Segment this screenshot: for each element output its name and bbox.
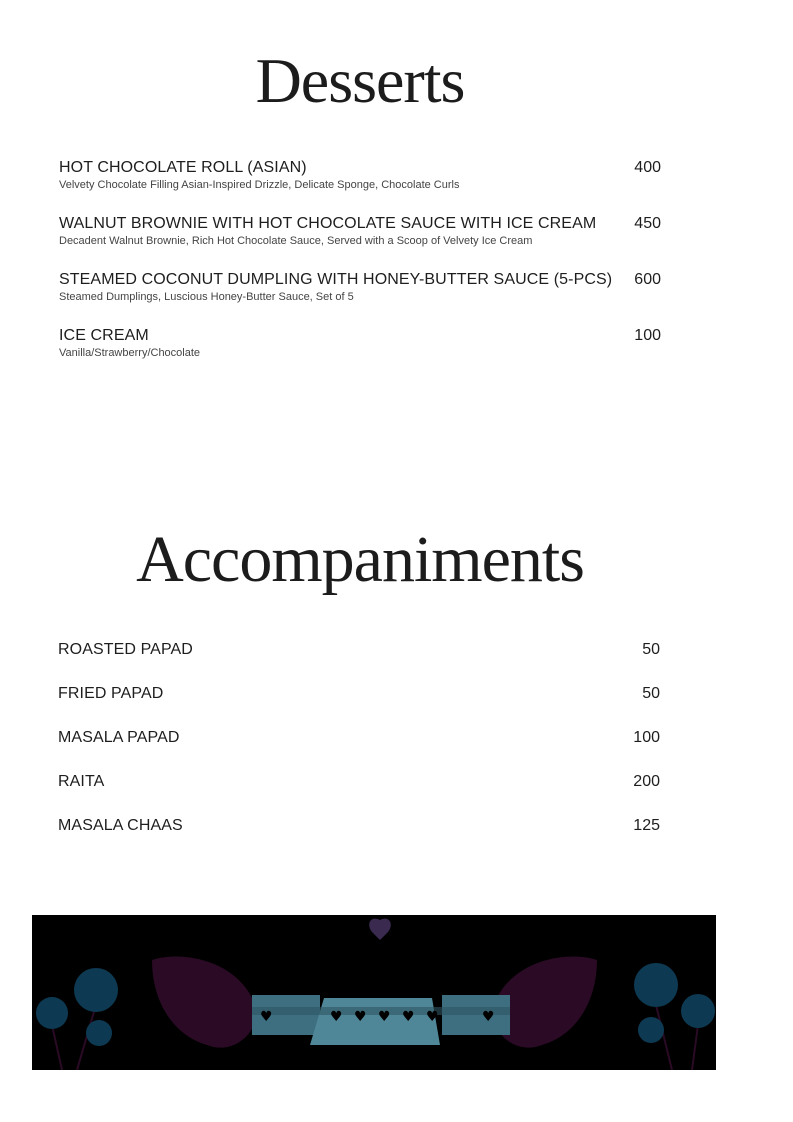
svg-text:♥: ♥: [482, 1009, 495, 1025]
item-price: 100: [634, 327, 661, 344]
menu-item: [59, 271, 669, 304]
menu-item: [58, 685, 668, 703]
svg-text:♥: ♥: [330, 1009, 343, 1025]
svg-text:♥: ♥: [260, 1009, 273, 1025]
svg-text:♥: ♥: [426, 1009, 439, 1025]
item-price: 50: [642, 685, 660, 702]
heart-leaf-icon: [369, 919, 391, 940]
item-name: HOT CHOCOLATE ROLL (ASIAN): [59, 159, 307, 176]
leaf-left-icon: [152, 957, 257, 1048]
item-description: Vanilla/Strawberry/Chocolate: [59, 347, 201, 359]
item-description: Steamed Dumplings, Luscious Honey-Butter Sauce, Set of 5: [59, 291, 354, 303]
item-name: RAITA: [58, 773, 105, 790]
item-description: Decadent Walnut Brownie, Rich Hot Chocolate Sauce, Served with a Scoop of Velvety Ice Cream: [59, 235, 533, 247]
svg-text:♥: ♥: [354, 1009, 367, 1025]
item-price: 50: [642, 641, 660, 658]
decorative-illustration: [32, 915, 716, 1070]
item-name: WALNUT BROWNIE WITH HOT CHOCOLATE SAUCE WITH ICE CREAM: [59, 215, 597, 232]
item-name: MASALA CHAAS: [58, 817, 183, 834]
desserts-title: Desserts: [255, 45, 465, 116]
item-price: 200: [633, 773, 660, 790]
menu-item: [59, 215, 669, 248]
menu-item: [59, 327, 669, 360]
svg-text:♥: ♥: [378, 1009, 391, 1025]
item-name: STEAMED COCONUT DUMPLING WITH HONEY-BUTTER SAUCE (5-PCS): [59, 271, 613, 288]
item-price: 600: [634, 271, 661, 288]
item-description: Velvety Chocolate Filling Asian-Inspired Drizzle, Delicate Sponge, Chocolate Curls: [59, 179, 460, 191]
item-name: ICE CREAM: [59, 327, 149, 344]
item-name: MASALA PAPAD: [58, 729, 180, 746]
item-price: 400: [634, 159, 661, 176]
item-name: FRIED PAPAD: [58, 685, 164, 702]
menu-item: [58, 641, 668, 659]
balloons-left-icon: [36, 968, 118, 1070]
item-name: ROASTED PAPAD: [58, 641, 193, 658]
accompaniments-title: Accompaniments: [136, 523, 584, 596]
menu-item: [59, 159, 669, 192]
item-price: 450: [634, 215, 661, 232]
item-price: 100: [633, 729, 660, 746]
item-price: 125: [633, 817, 660, 834]
menu-item: [58, 773, 668, 791]
menu-item: [58, 817, 668, 835]
balloons-right-icon: [634, 963, 715, 1070]
menu-item: [58, 729, 668, 747]
svg-text:♥: ♥: [402, 1009, 415, 1025]
